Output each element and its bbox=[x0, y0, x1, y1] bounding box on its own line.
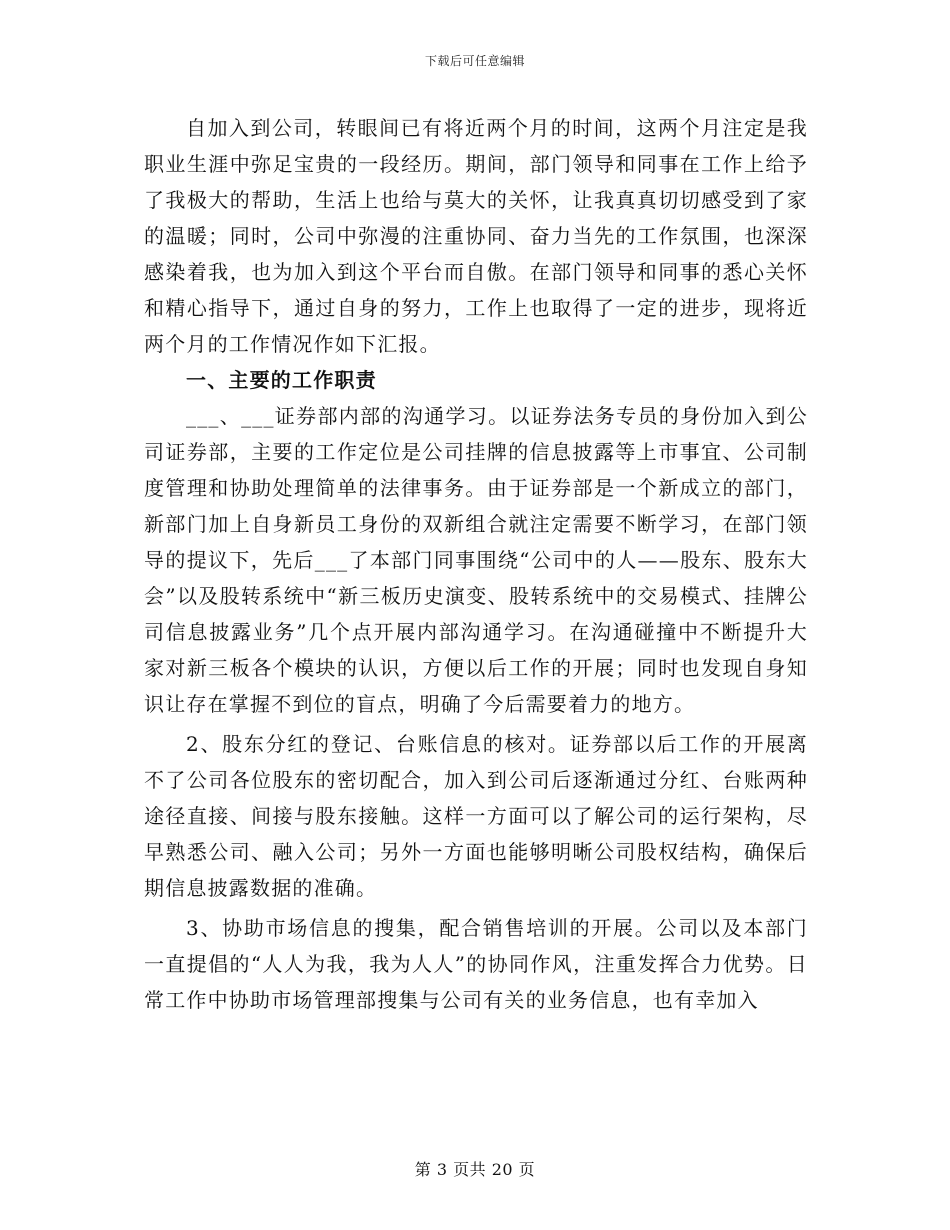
document-body bbox=[144, 110, 808, 1018]
header-note: 下载后可任意编辑 bbox=[424, 54, 525, 68]
paragraph-item-2: 2、股东分红的登记、台账信息的核对。证券部以后工作的开展离不了公司各位股东的密切配合，加入到公司后逐渐通过分红、台账两种途径直接、间接与股东接触。这样一方面可以了解公司的运行架构，尽早熟悉公司、融入公司；另外一方面也能够明晰公司股权结构，确保后期信息披露数据的准确。 bbox=[144, 732, 808, 900]
paragraph-item-3: 3、协助市场信息的搜集，配合销售培训的开展。公司以及本部门一直提倡的“人人为我，我为人人”的协同作风，注重发挥合力优势。日常工作中协助市场管理部搜集与公司有关的业务信息，也有幸加入 bbox=[144, 916, 808, 1012]
section-heading-main-duties: 一、主要的工作职责 bbox=[186, 368, 377, 392]
paragraph-intro: 自加入到公司，转眼间已有将近两个月的时间，这两个月注定是我职业生涯中弥足宝贵的一段经历。期间，部门领导和同事在工作上给予了我极大的帮助，生活上也给与莫大的关怀，让我真真切切感受到了家的温暖；同时，公司中弥漫的注重协同、奋力当先的工作氛围，也深深感染着我，也为加入到这个平台而自傲。在部门领导和同事的悉心关怀和精心指导下，通过自身的努力，工作上也取得了一定的进步，现将近两个月的工作情况作如下汇报。 bbox=[144, 116, 808, 356]
paragraph-item-1: ___、___证券部内部的沟通学习。以证券法务专员的身份加入到公司证券部，主要的工作定位是公司挂牌的信息披露等上市事宜、公司制度管理和协助处理简单的法律事务。由于证券部是一个新成立的部门，新部门加上自身新员工身份的双新组合就注定需要不断学习，在部门领导的提议下，先后___了本部门同事围绕“公司中的人——股东、股东大会”以及股转系统中“新三板历史演变、股转系统中的交易模式、挂牌公司信息披露业务”几个点开展内部沟通学习。在沟通碰撞中不断提升大家对新三板各个模块的认识，方便以后工作的开展；同时也发现自身知识让存在掌握不到位的盲点，明确了今后需要着力的地方。 bbox=[144, 404, 808, 716]
page-number: 第 3 页共 20 页 bbox=[414, 1160, 536, 1179]
